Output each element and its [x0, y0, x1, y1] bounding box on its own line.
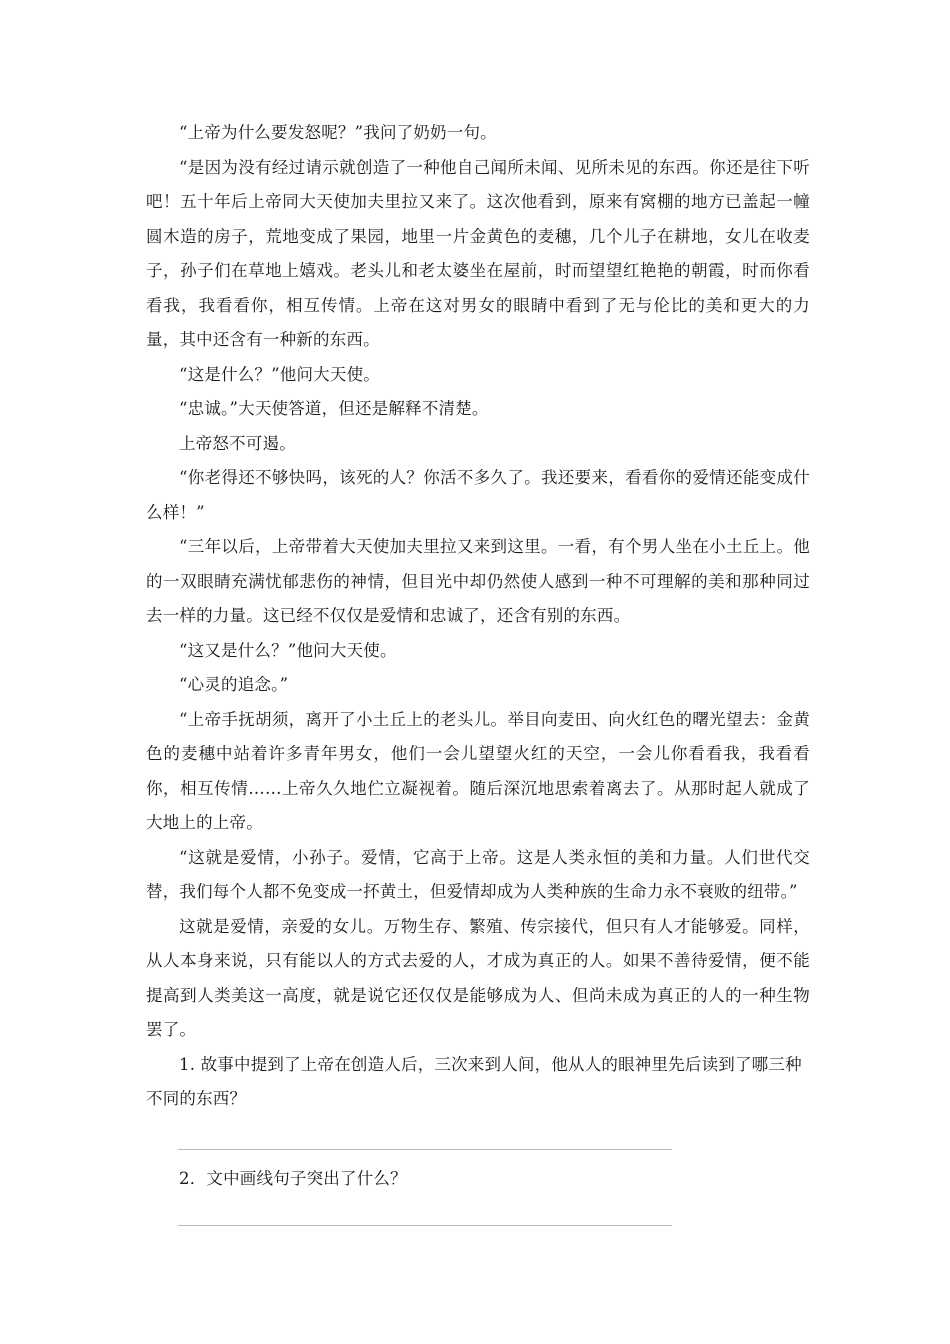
paragraph-7: “三年以后，上帝带着大天使加夫里拉又来到这里。一看，有个男人坐在小土丘上。他的一双眼睛充满忧郁悲伤的神情，但目光中却仍然使人感到一种不可理解的美和那种同过去一样的力量。这已经不仅仅是爱情和忠诚了，还含有别的东西。	[146, 537, 810, 625]
paragraph-8: “这又是什么？”他问大天使。	[179, 640, 397, 660]
paragraph-1: “上帝为什么要发怒呢？”我问了奶奶一句。	[179, 123, 497, 142]
document-page	[146, 116, 810, 1226]
paragraph-4: “忠诚。”大天使答道，但还是解释不清楚。	[179, 399, 489, 418]
paragraph-5: 上帝怒不可遏。	[179, 433, 296, 453]
answer-line-1[interactable]	[178, 1149, 672, 1150]
question-1: 1. 故事中提到了上帝在创造人后，三次来到人间，他从人的眼神里先后读到了哪三种不同的东西？	[146, 1054, 802, 1108]
paragraph-9: “心灵的追念。”	[179, 675, 289, 694]
question-2: 2．文中画线句子突出了什么？	[179, 1168, 407, 1188]
answer-line-2[interactable]	[178, 1225, 672, 1226]
paragraph-12: 这就是爱情，亲爱的女儿。万物生存、繁殖、传宗接代，但只有人才能够爱。同样，从人本身来说，只有能以人的方式去爱的人，才成为真正的人。如果不善待爱情，便不能提高到人类美这一高度，就是说它还仅仅是能够成为人、但尚未成为真正的人的一种生物罢了。	[146, 916, 810, 1039]
paragraph-6: “你老得还不够快吗，该死的人？你活不多久了。我还要来，看看你的爱情还能变成什么样！”	[146, 468, 810, 522]
paragraph-2: “是因为没有经过请示就创造了一种他自己闻所未闻、见所未见的东西。你还是往下听吧！五十年后上帝同大天使加夫里拉又来了。这次他看到，原来有窝棚的地方已盖起一幢圆木造的房子，荒地变成了果园，地里一片金黄色的麦穗，几个儿子在耕地，女儿在收麦子，孙子们在草地上嬉戏。老头儿和老太婆坐在屋前，时而望望红艳艳的朝霞，时而你看看我，我看看你，相互传情。上帝在这对男女的眼睛中看到了无与伦比的美和更大的力量，其中还含有一种新的东西。	[146, 157, 810, 349]
paragraph-11: “这就是爱情，小孙子。爱情，它高于上帝。这是人类永恒的美和力量。人们世代交替，我们每个人都不免变成一抔黄土，但爱情却成为人类种族的生命力永不衰败的纽带。”	[146, 847, 810, 901]
paragraph-3: “这是什么？”他问大天使。	[179, 364, 380, 384]
paragraph-10: “上帝手抚胡须，离开了小土丘上的老头儿。举目向麦田、向火红色的曙光望去：金黄色的麦穗中站着许多青年男女，他们一会儿望望火红的天空，一会儿你看看我，我看看你，相互传情……上帝久久地伫立凝视着。随后深沉地思索着离去了。从那时起人就成了大地上的上帝。	[146, 709, 810, 832]
